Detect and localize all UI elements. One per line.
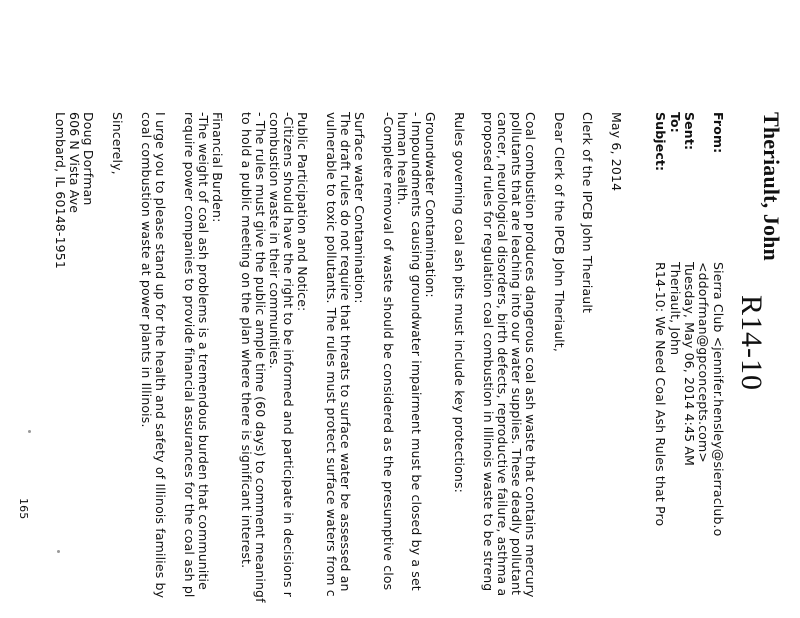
letter-addressee: Clerk of the IPCB John Theriault — [580, 112, 595, 314]
scan-speck — [28, 430, 31, 433]
section-line: Groundwater Contamination: — [423, 112, 438, 298]
section-line: human health. — [395, 112, 410, 206]
section-line: Surface water Contamination: — [352, 112, 367, 304]
section-line: I urge you to please stand up for the health and safety of Illinois families by — [153, 112, 168, 599]
meta-value-from-cont: <ddorfman@gpconcepts.com> — [696, 262, 711, 463]
meta-label-to: To: — [668, 112, 683, 133]
section-line: to hold a public meeting on the plan where there is significant interest. — [239, 112, 254, 569]
section-line: combustion waste in their communities. — [267, 112, 282, 369]
scan-speck — [57, 550, 60, 553]
section-line: coal combustion waste at power plants in Illinois. — [139, 112, 154, 428]
intro-line: pollutants that are leaching into our water supplies. These deadly pollutant — [509, 112, 524, 596]
intro-line: proposed rules for regulation coal combustion in Illinois waste to be streng — [481, 112, 496, 592]
header-name: Theriault, John — [759, 112, 784, 261]
letter-date: May 6, 2014 — [609, 112, 624, 192]
meta-value-subject: R14-10: We Need Coal Ash Rules that Pro — [653, 262, 668, 527]
intro-line: Rules governing coal ash pits must include key protections: — [452, 112, 467, 494]
meta-value-from: Sierra Club <jennifer.hensley@sierraclub.o — [711, 262, 726, 537]
section-line: -The weight of coal ash problems is a tremendous burden that communitie — [196, 112, 211, 591]
page-number: 165 — [17, 498, 30, 520]
section-line: The draft rules do not require that threats to surface water be assessed an — [338, 112, 353, 592]
signature-line: Doug Dorfman — [81, 112, 96, 206]
section-line: Public Participation and Notice: — [295, 112, 310, 312]
meta-label-subject: Subject: — [653, 112, 668, 172]
meta-value-sent: Tuesday, May 06, 2014 4:45 AM — [682, 262, 697, 466]
signature-line: Lombard, IL 60148-1951 — [53, 112, 68, 269]
section-line: vulnerable to toxic pollutants. The rules must protect surface waters from c — [324, 112, 339, 597]
intro-line: Coal combustion produces dangerous coal ash waste that contains mercury — [523, 112, 538, 598]
document-id: R14-10 — [735, 295, 768, 391]
meta-label-from: From: — [711, 112, 726, 154]
signature-line: 606 N Vista Ave — [67, 112, 82, 214]
section-line: - The rules must give the public ample time (60 days) to comment meaningf — [253, 112, 268, 603]
section-line: require power companies to provide financial assurances for the coal ash pl — [182, 112, 197, 598]
letter-closing: Sincerely, — [110, 112, 125, 175]
section-line: Financial Burden: — [210, 112, 225, 223]
section-line: -Complete removal of waste should be considered as the presumptive clos — [381, 112, 396, 591]
section-line: - Impoundments causing groundwater impairment must be closed by a set — [409, 112, 424, 591]
letter-salutation: Dear Clerk of the IPCB John Theriault, — [552, 112, 567, 352]
meta-label-sent: Sent: — [682, 112, 697, 151]
section-line: -Citizens should have the right to be informed and participate in decisions r — [281, 112, 296, 598]
meta-value-to: Theriault, John — [668, 262, 683, 356]
intro-line: cancer, neurological disorders, birth defects, reproductive failure, asthma a — [495, 112, 510, 597]
